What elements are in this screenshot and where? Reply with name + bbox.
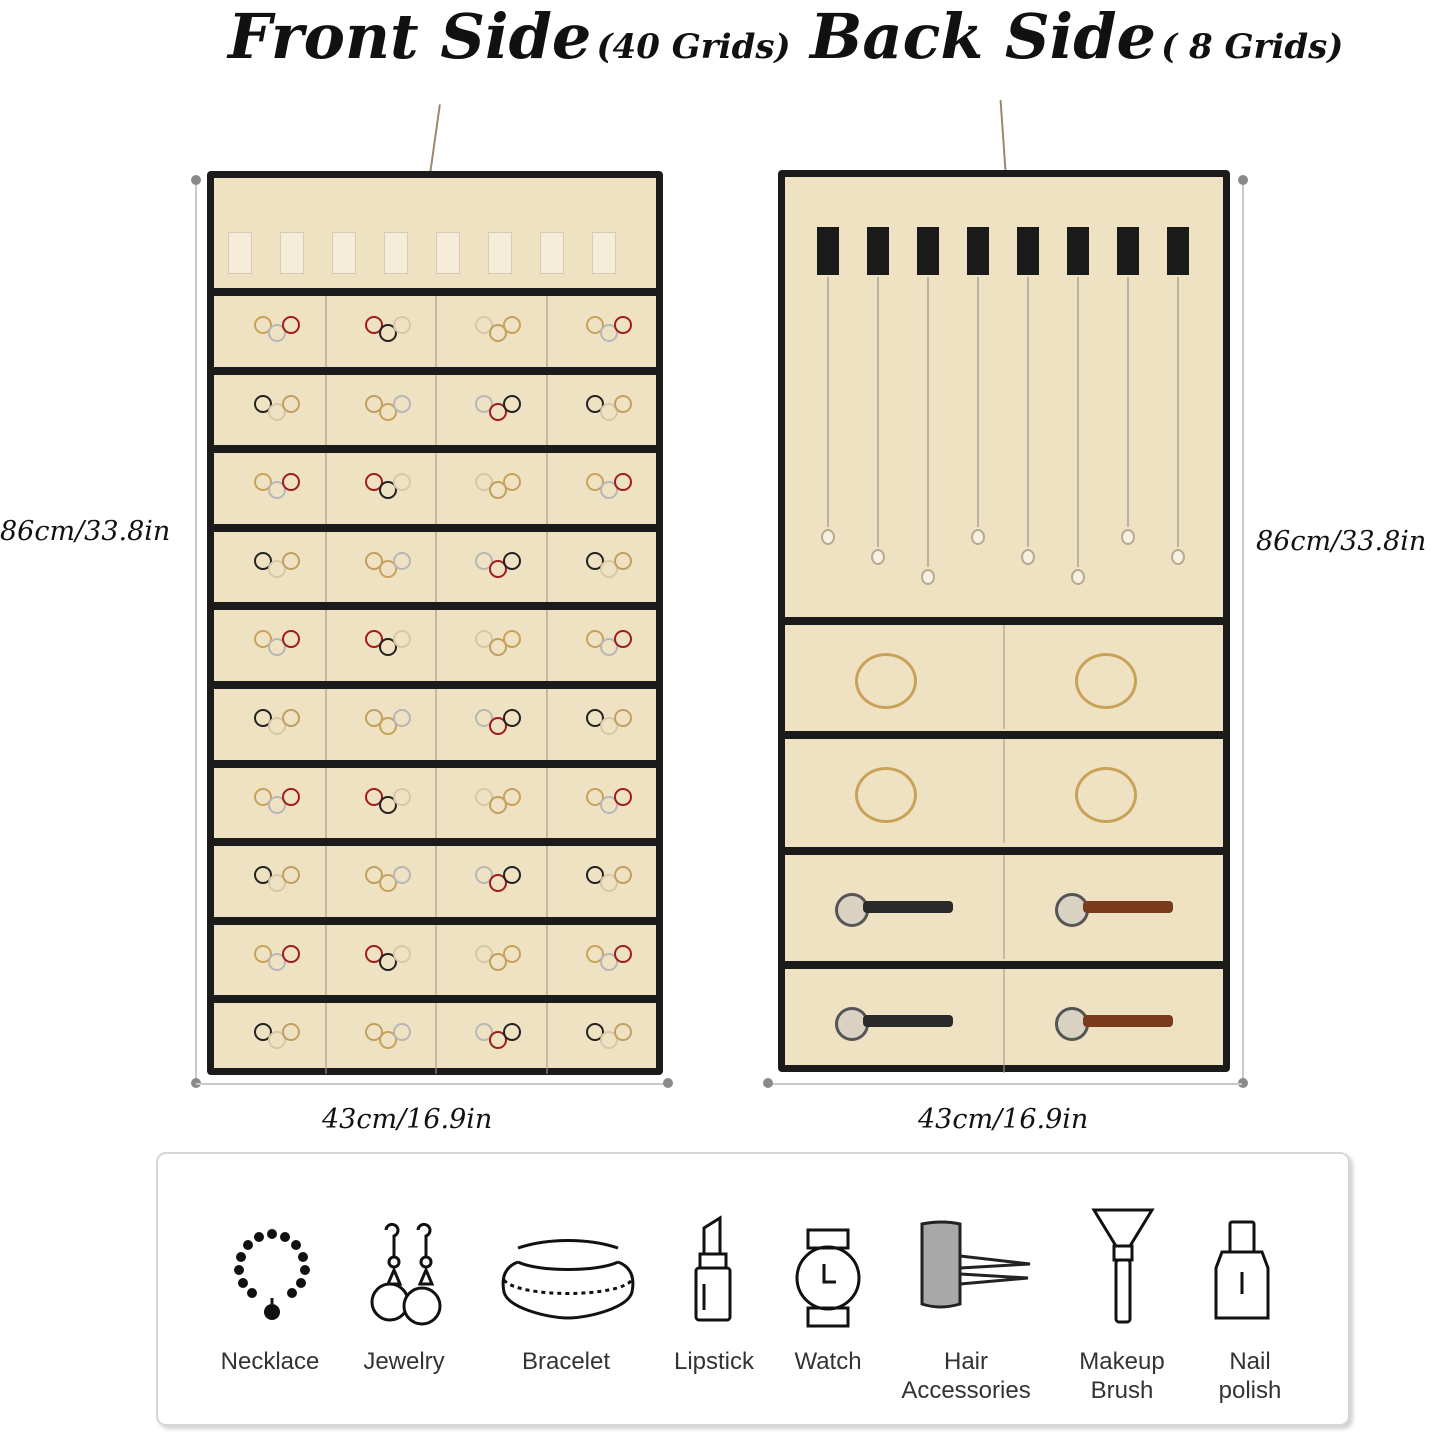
watch-strap <box>1083 901 1173 913</box>
front-pocket-divider <box>435 768 437 839</box>
front-pocket-divider <box>325 610 327 681</box>
necklace-pendant <box>1171 549 1185 565</box>
bracelet-in-pocket <box>1075 767 1137 823</box>
necklace-hook-loop <box>817 227 839 275</box>
bracelet-in-pocket <box>855 653 917 709</box>
front-pocket-divider <box>546 689 548 760</box>
back-side-title <box>810 0 1343 73</box>
necklace-pendant <box>1071 569 1085 585</box>
front-pocket-divider <box>435 610 437 681</box>
legend-label-lipstick: Lipstick <box>673 1348 755 1375</box>
front-pocket-divider <box>435 689 437 760</box>
necklace-chain <box>877 277 879 547</box>
front-jewelry-item <box>282 709 300 727</box>
front-jewelry-item <box>614 552 632 570</box>
earring-icon <box>364 1216 448 1326</box>
front-pocket-divider <box>325 375 327 446</box>
necklace-chain <box>1177 277 1179 547</box>
back-pocket-trim <box>785 847 1223 855</box>
usage-legend-panel <box>156 1152 1350 1426</box>
width-marker-left-right <box>763 1078 773 1088</box>
front-pocket-divider <box>546 375 548 446</box>
watch-strap <box>1083 1015 1173 1027</box>
legend-label-bracelet: Bracelet <box>521 1348 611 1375</box>
front-pocket-trim <box>214 917 656 925</box>
front-jewelry-item <box>503 788 521 806</box>
front-pocket-trim <box>214 602 656 610</box>
front-pocket-divider <box>546 846 548 917</box>
front-jewelry-item <box>614 709 632 727</box>
front-jewelry-item <box>282 1023 300 1041</box>
front-loop <box>436 232 460 274</box>
front-pocket-trim <box>214 524 656 532</box>
height-guide-left <box>195 182 197 1082</box>
front-jewelry-item <box>393 709 411 727</box>
nail-polish-icon <box>1212 1218 1272 1326</box>
front-jewelry-item <box>282 866 300 884</box>
front-pocket-trim <box>214 838 656 846</box>
front-pocket-trim <box>214 995 656 1003</box>
back-pocket-trim <box>785 961 1223 969</box>
front-loop <box>228 232 252 274</box>
front-loop <box>384 232 408 274</box>
front-jewelry-item <box>614 473 632 491</box>
front-pocket-divider <box>546 532 548 603</box>
front-pocket-divider <box>435 296 437 367</box>
front-pocket-divider <box>546 610 548 681</box>
legend-label-makeup-brush: Makeup Brush <box>1079 1348 1165 1404</box>
watch-icon <box>790 1228 866 1328</box>
front-pocket-divider <box>546 296 548 367</box>
front-jewelry-item <box>393 866 411 884</box>
necklace-pendant <box>921 569 935 585</box>
width-guide-left <box>196 1083 668 1085</box>
necklace-chain <box>827 277 829 527</box>
hair-clip-icon <box>918 1220 1038 1320</box>
front-jewelry-item <box>503 709 521 727</box>
front-jewelry-item <box>614 316 632 334</box>
front-pocket-trim <box>214 445 656 453</box>
front-pocket-divider <box>546 768 548 839</box>
front-pocket-divider <box>435 1003 437 1074</box>
front-loop <box>332 232 356 274</box>
front-pocket-trim <box>214 760 656 768</box>
necklace-pendant <box>1121 529 1135 545</box>
front-jewelry-item <box>282 316 300 334</box>
necklace-icon <box>230 1228 314 1324</box>
front-jewelry-item <box>393 473 411 491</box>
front-pocket-trim <box>214 367 656 375</box>
front-jewelry-item <box>393 1023 411 1041</box>
front-side-title <box>228 0 791 73</box>
front-jewelry-item <box>503 552 521 570</box>
height-marker-top-left <box>191 175 201 185</box>
watch-strap <box>863 901 953 913</box>
back-pocket-divider <box>1003 855 1005 959</box>
back-side-grid-count: ( 8 Grids) <box>1161 27 1344 67</box>
front-jewelry-item <box>393 552 411 570</box>
width-guide-right <box>768 1083 1242 1085</box>
necklace-hook-loop <box>967 227 989 275</box>
front-jewelry-item <box>393 945 411 963</box>
height-guide-right <box>1242 182 1244 1082</box>
width-label-left: 43cm/16.9in <box>322 1104 493 1135</box>
hanger-hook-back <box>1000 100 1007 170</box>
hanger-hook-front <box>429 104 441 174</box>
front-jewelry-item <box>282 473 300 491</box>
front-pocket-divider <box>435 846 437 917</box>
front-jewelry-item <box>614 630 632 648</box>
front-jewelry-item <box>282 395 300 413</box>
front-jewelry-item <box>614 945 632 963</box>
height-label-left: 86cm/33.8in <box>0 516 171 547</box>
necklace-hook-loop <box>867 227 889 275</box>
back-pocket-trim <box>785 617 1223 625</box>
front-jewelry-item <box>393 395 411 413</box>
necklace-pendant <box>971 529 985 545</box>
necklace-chain <box>1077 277 1079 567</box>
back-pocket-divider <box>1003 969 1005 1073</box>
front-pocket-divider <box>325 768 327 839</box>
legend-label-necklace: Necklace <box>220 1348 320 1375</box>
legend-label-jewelry: Jewelry <box>363 1348 445 1375</box>
necklace-hook-loop <box>1067 227 1089 275</box>
legend-label-nail-polish: Nail polish <box>1218 1348 1282 1404</box>
necklace-chain <box>1027 277 1029 547</box>
front-jewelry-item <box>503 945 521 963</box>
front-pocket-divider <box>325 689 327 760</box>
front-jewelry-item <box>503 630 521 648</box>
necklace-chain <box>977 277 979 527</box>
legend-label-watch: Watch <box>794 1348 862 1375</box>
front-organizer-panel <box>207 171 663 1075</box>
front-jewelry-item <box>503 866 521 884</box>
necklace-chain <box>1127 277 1129 527</box>
front-loop <box>592 232 616 274</box>
front-jewelry-item <box>503 473 521 491</box>
necklace-hook-loop <box>1117 227 1139 275</box>
necklace-hook-loop <box>917 227 939 275</box>
front-pocket-divider <box>325 296 327 367</box>
front-jewelry-item <box>393 316 411 334</box>
front-jewelry-item <box>614 1023 632 1041</box>
front-pocket-divider <box>435 453 437 524</box>
watch-strap <box>863 1015 953 1027</box>
front-loop <box>488 232 512 274</box>
front-jewelry-item <box>282 788 300 806</box>
front-side-heading: Front Side <box>228 0 592 73</box>
front-loop <box>540 232 564 274</box>
front-loop <box>280 232 304 274</box>
legend-label-hair-accessories: Hair Accessories <box>901 1348 1031 1404</box>
back-pocket-divider <box>1003 625 1005 729</box>
front-pocket-divider <box>435 925 437 996</box>
front-pocket-divider <box>325 925 327 996</box>
front-pocket-trim <box>214 681 656 689</box>
front-pocket-divider <box>546 453 548 524</box>
front-jewelry-item <box>614 395 632 413</box>
bracelet-in-pocket <box>855 767 917 823</box>
front-pocket-divider <box>325 532 327 603</box>
bracelet-in-pocket <box>1075 653 1137 709</box>
makeup-brush-icon <box>1088 1206 1158 1328</box>
front-pocket-divider <box>546 925 548 996</box>
necklace-pendant <box>871 549 885 565</box>
front-pocket-divider <box>325 453 327 524</box>
necklace-chain <box>927 277 929 567</box>
front-side-grid-count: (40 Grids) <box>596 27 791 67</box>
necklace-pendant <box>1021 549 1035 565</box>
back-pocket-trim <box>785 731 1223 739</box>
lipstick-icon <box>690 1214 736 1326</box>
front-pocket-trim <box>214 288 656 296</box>
front-jewelry-item <box>393 788 411 806</box>
necklace-hook-loop <box>1167 227 1189 275</box>
front-jewelry-item <box>503 395 521 413</box>
front-jewelry-item <box>503 316 521 334</box>
width-label-right: 43cm/16.9in <box>918 1104 1089 1135</box>
front-jewelry-item <box>393 630 411 648</box>
back-pocket-divider <box>1003 739 1005 843</box>
necklace-pendant <box>821 529 835 545</box>
front-pocket-divider <box>435 532 437 603</box>
front-pocket-divider <box>325 1003 327 1074</box>
front-jewelry-item <box>503 1023 521 1041</box>
back-side-heading: Back Side <box>810 0 1156 73</box>
back-organizer-panel <box>778 170 1230 1072</box>
front-jewelry-item <box>282 630 300 648</box>
front-jewelry-item <box>282 945 300 963</box>
width-marker-right-left <box>663 1078 673 1088</box>
height-label-right: 86cm/33.8in <box>1256 526 1427 557</box>
front-jewelry-item <box>282 552 300 570</box>
height-marker-top-right <box>1238 175 1248 185</box>
front-pocket-divider <box>546 1003 548 1074</box>
necklace-hook-loop <box>1017 227 1039 275</box>
front-pocket-divider <box>325 846 327 917</box>
front-pocket-divider <box>435 375 437 446</box>
bracelet-icon <box>498 1238 638 1324</box>
front-jewelry-item <box>614 788 632 806</box>
front-jewelry-item <box>614 866 632 884</box>
